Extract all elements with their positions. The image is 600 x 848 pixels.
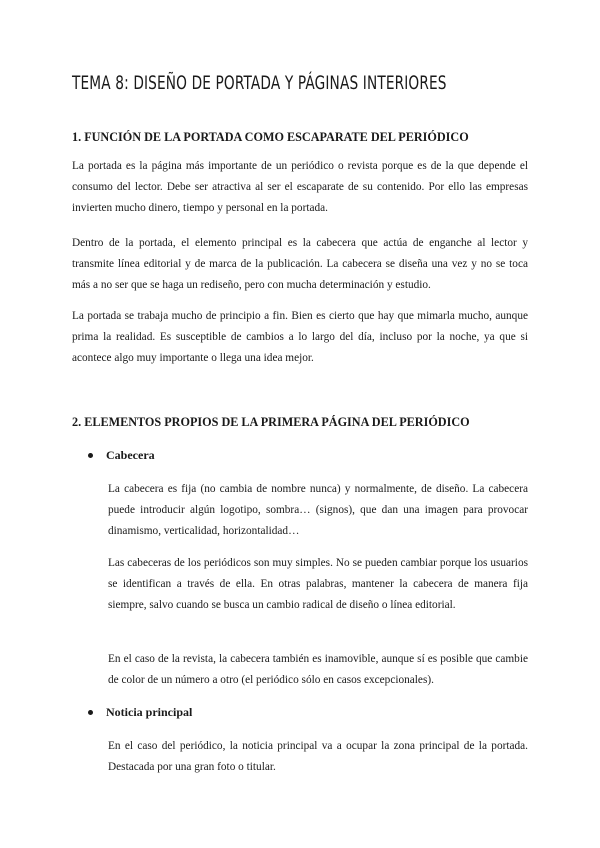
- bullet-dot-icon: [88, 710, 93, 715]
- page-title: TEMA 8: DISEÑO DE PORTADA Y PÁGINAS INTERIORES: [72, 72, 447, 94]
- noticia-principal-paragraph-1: En el caso del periódico, la noticia principal va a ocupar la zona principal de la portada. Destacada por una gran foto o titular.: [108, 740, 528, 773]
- cabecera-paragraph-2: Las cabeceras de los periódicos son muy simples. No se pueden cambiar porque los usuarios se identifican a través de ella. En otras palabras, mantener la cabecera de manera fija siempre, salvo cuando se busca un cambio radical de diseño o línea editorial.: [108, 557, 528, 611]
- section-2-heading: 2. ELEMENTOS PROPIOS DE LA PRIMERA PÁGINA DEL PERIÓDICO: [72, 415, 470, 429]
- section-1-paragraph-2: Dentro de la portada, el elemento principal es la cabecera que actúa de enganche al lector y transmite línea editorial y de marca de la publicación. La cabecera se diseña una vez y no se toca más a no ser que se haga un rediseño, pero con mucha determinación y estudio.: [72, 237, 528, 291]
- bullet-label: Noticia principal: [106, 705, 193, 719]
- cabecera-paragraph-1: La cabecera es fija (no cambia de nombre nunca) y normalmente, de diseño. La cabecera puede introducir algún logotipo, sombra… (signos), que dan una imagen para provocar dinamismo, verticalidad, horizontalidad…: [108, 483, 528, 537]
- bullet-item-cabecera: [88, 448, 155, 463]
- section-1-heading: 1. FUNCIÓN DE LA PORTADA COMO ESCAPARATE DEL PERIÓDICO: [72, 130, 469, 144]
- bullet-item-noticia-principal: [88, 705, 192, 720]
- bullet-dot-icon: [88, 453, 93, 458]
- section-1-paragraph-3: La portada se trabaja mucho de principio a fin. Bien es cierto que hay que mimarla mucho, aunque prima la realidad. Es susceptible de cambios a lo largo del día, incluso por la noche, ya que si acontece algo muy importante o llega una idea mejor.: [72, 310, 528, 364]
- bullet-label: Cabecera: [106, 448, 155, 462]
- section-1-paragraph-1: La portada es la página más importante de un periódico o revista porque es de la que depende el consumo del lector. Debe ser atractiva al ser el escaparate de su contenido. Por ello las empresas invierten mucho dinero, tiempo y personal en la portada.: [72, 160, 528, 214]
- cabecera-paragraph-3: En el caso de la revista, la cabecera también es inamovible, aunque sí es posible que cambie de color de un número a otro (el periódico sólo en casos excepcionales).: [108, 653, 528, 686]
